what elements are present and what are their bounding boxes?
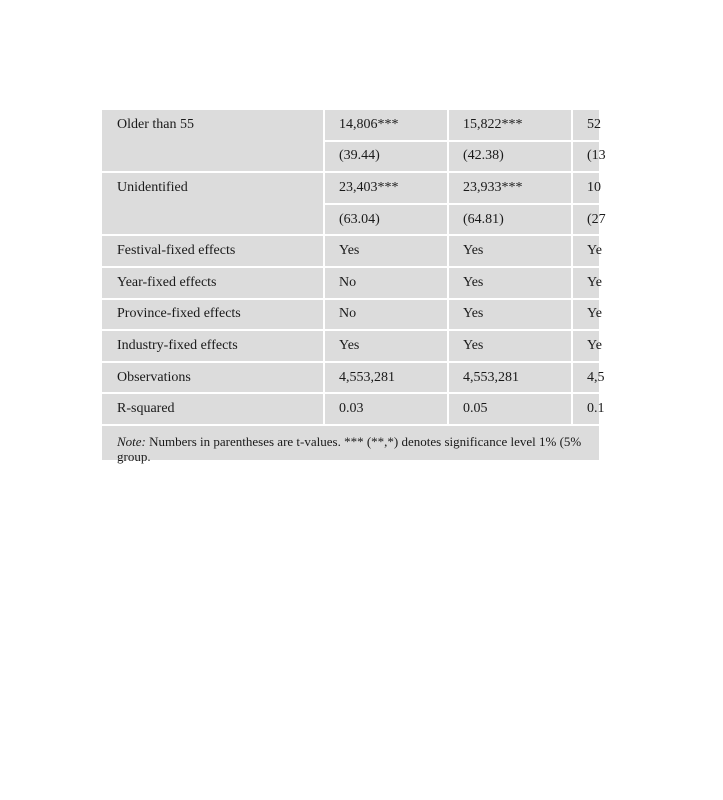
- table-cell: Ye: [572, 299, 722, 331]
- table-cell: Yes: [324, 330, 448, 362]
- table-note-line-2: group.: [117, 448, 151, 464]
- table-cell: 14,806***: [324, 110, 448, 141]
- table-cell: Yes: [324, 235, 448, 267]
- table-row: [102, 141, 722, 173]
- table-cell: 10: [572, 172, 722, 204]
- table-cell: (63.04): [324, 204, 448, 236]
- regression-table: [102, 110, 723, 426]
- table-note-line-1: [117, 434, 599, 449]
- row-label: Unidentified: [102, 172, 324, 204]
- row-label: Observations: [102, 362, 324, 394]
- row-label: Year-fixed effects: [102, 267, 324, 299]
- table-cell: Yes: [448, 330, 572, 362]
- table-cell: Yes: [448, 235, 572, 267]
- table-cell: (13: [572, 141, 722, 173]
- table-cell: Ye: [572, 267, 722, 299]
- table-row: [102, 362, 722, 394]
- table-row: [102, 330, 722, 362]
- table-row: [102, 172, 722, 204]
- table-row: [102, 204, 722, 236]
- row-label: [102, 141, 324, 173]
- table-cell: 23,933***: [448, 172, 572, 204]
- row-label: Province-fixed effects: [102, 299, 324, 331]
- regression-table-panel: [102, 110, 606, 464]
- row-label: Older than 55: [102, 110, 324, 141]
- table-row: [102, 299, 722, 331]
- table-cell: Ye: [572, 330, 722, 362]
- table-cell: 15,822***: [448, 110, 572, 141]
- note-text: Numbers in parentheses are t-values. *** (**,*) denotes significance level 1% (5%: [145, 433, 582, 449]
- table-note: [102, 426, 599, 464]
- row-label: Festival-fixed effects: [102, 235, 324, 267]
- table-cell: No: [324, 299, 448, 331]
- table-cell: 52: [572, 110, 722, 141]
- table-cell: 0.05: [448, 393, 572, 425]
- table-cell: 23,403***: [324, 172, 448, 204]
- row-label: Industry-fixed effects: [102, 330, 324, 362]
- table-cell: No: [324, 267, 448, 299]
- table-row: [102, 267, 722, 299]
- table-cell: Yes: [448, 299, 572, 331]
- table-cell: 4,553,281: [448, 362, 572, 394]
- table-row: [102, 110, 722, 141]
- table-cell: (39.44): [324, 141, 448, 173]
- table-row: [102, 393, 722, 425]
- row-label: [102, 204, 324, 236]
- table-cell: (42.38): [448, 141, 572, 173]
- table-cell: 4,5: [572, 362, 722, 394]
- table-cell: (64.81): [448, 204, 572, 236]
- table-cell: Ye: [572, 235, 722, 267]
- table-cell: 4,553,281: [324, 362, 448, 394]
- table-row: [102, 235, 722, 267]
- table-cell: 0.03: [324, 393, 448, 425]
- table-cell: (27: [572, 204, 722, 236]
- row-label: R-squared: [102, 393, 324, 425]
- table-cell: Yes: [448, 267, 572, 299]
- note-prefix: Note:: [117, 433, 146, 449]
- table-cell: 0.1: [572, 393, 722, 425]
